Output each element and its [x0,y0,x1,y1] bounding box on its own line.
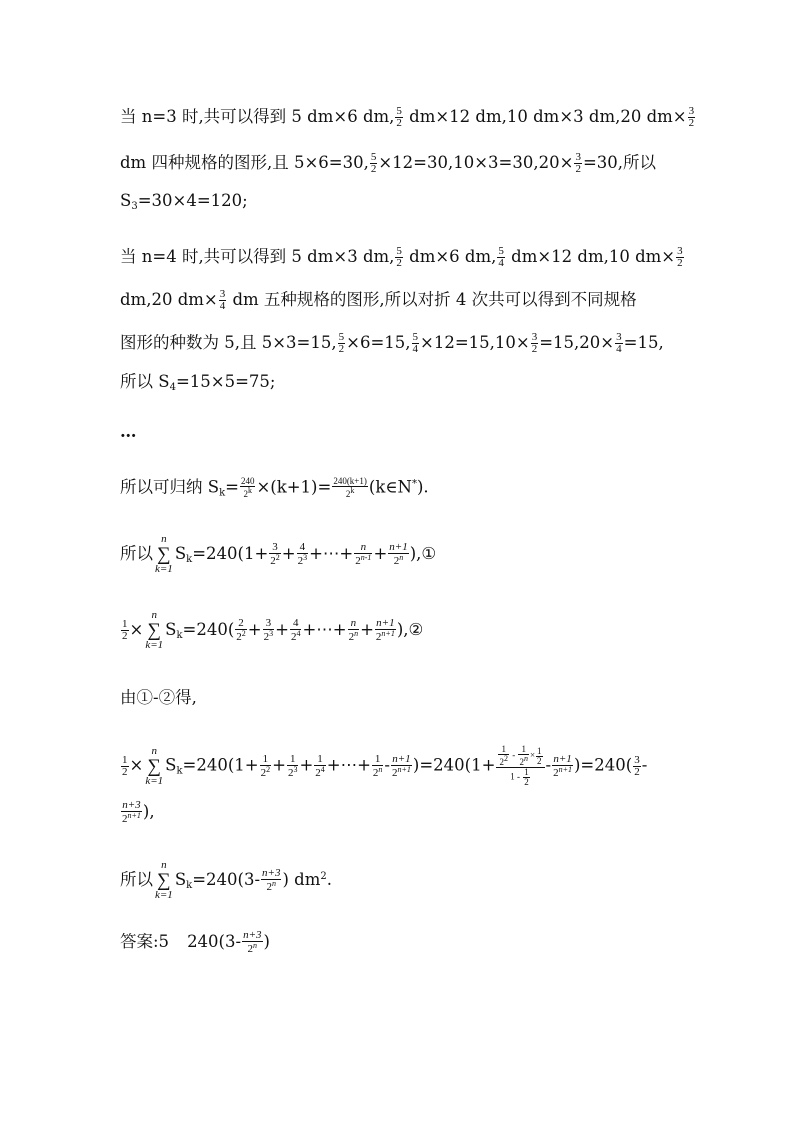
fraction: $\frac{1}{2^2}$ [260,752,271,779]
fraction: $\frac{n}{2^n}$ [348,617,359,643]
equation-3-continued: $\frac{n+3}{2^{n+1}}$ ), [122,799,155,825]
fraction: $\frac{3}{2}$ [575,151,581,175]
fraction: $\frac{3}{4}$ [219,288,226,312]
text-line: 当 n=4 时,共可以得到 5 dm×3 dm, $\frac{5}{2}$ dm×6 dm, $\frac{5}{4}$ dm×12 dm,10 dm× $\frac{3}{2}$ [120,245,683,269]
superscript: 2 [241,629,246,638]
text-line: 所以 $S_4=15\times 5=75$; [120,372,276,393]
fraction: $\frac{3}{2}$ [634,753,640,778]
fraction: $\frac{1}{2^2}$ [499,744,508,767]
subscript: k [219,487,226,499]
ellipsis: … [120,422,138,441]
fraction: $\frac{1}{2}$ [537,745,542,766]
superscript: 2 [266,764,271,774]
answer-line: 答案:5 240(3- $\frac{n+3}{2^n}$ ) [120,929,270,955]
fraction: $\frac{3}{4}$ [616,331,622,355]
superscript: n+1 [558,764,572,774]
fraction: $\frac{4}{2^3}$ [297,541,308,567]
fraction: $\frac{5}{2}$ [370,151,377,175]
superscript: 2 [320,871,327,882]
fraction: $\frac{2}{2^2}$ [236,617,246,643]
fraction: $\frac{240(k+1)}{2^k}$ [333,476,367,499]
superscript: 4 [296,629,301,638]
fraction: $\frac{5}{2}$ [396,245,402,269]
text-line: dm,20 dm× $\frac{3}{4}$ dm 五种规格的图形,所以对折 4 次共可以得到不同规格 [120,288,637,312]
fraction: $\frac{1}{2^n}$ [519,744,528,767]
fraction: $\frac{3}{2^2}$ [270,541,280,567]
fraction: $\frac{1}{2^3}$ [287,752,298,779]
superscript: n [399,553,404,562]
subscript: k [176,765,183,777]
fraction: $\frac{3}{2}$ [531,331,538,355]
subscript: 3 [131,201,138,212]
superscript: n [253,941,258,950]
sum-symbol: n ∑ k=1 [145,609,164,651]
subscript: k [186,880,193,891]
fraction: $\frac{n+3}{2^n}$ [262,867,281,893]
superscript: * [411,478,417,490]
fraction: $\frac{1}{2}$ [524,767,529,787]
fraction: $\frac{1}{2}$ [122,618,128,642]
superscript: n [354,629,359,638]
fraction: $\frac{n+1}{2^{n+1}}$ [392,752,411,779]
sum-symbol: n ∑ k=1 [145,744,164,787]
superscript: n-1 [360,553,372,562]
text-line: dm 四种规格的图形,且 5×6=30, $\frac{5}{2}$ ×12=30,10×3=30,20× $\frac{3}{2}$ =30,所以 [120,151,657,175]
superscript: 3 [269,629,274,638]
superscript: 3 [293,764,298,774]
fraction: $\frac{3}{2}$ [688,105,695,129]
fraction: $\frac{4}{2^4}$ [290,617,301,643]
superscript: n [378,764,383,774]
superscript: n+1 [397,764,411,774]
fraction: $\frac{n+1}{2^n}$ [389,541,408,567]
sum-symbol: n ∑ k=1 [155,859,173,901]
fraction: $\frac{3}{2}$ [677,245,683,269]
text-line: 所以可归纳 $S_k=$ $\frac{240}{2^k}$ ×(k+1)= $\frac{240(k+1)}{2^k}$ (k∈N*). [120,476,429,499]
fraction: $\frac{3}{2^3}$ [263,617,274,643]
subscript: k [186,554,193,565]
text-line: 图形的种数为 5,且 5×3=15, $\frac{5}{2}$ ×6=15, $\frac{5}{4}$ ×12=15,10× $\frac{3}{2}$ =15,20× $\frac{3}{4}$ =15, [120,331,664,355]
text-line: 由①-②得, [120,688,197,707]
equation-4: 所以 n ∑ k=1 $S_k=240(3-$ $\frac{n+3}{2^n}$ ) $dm^2$. [120,859,332,901]
superscript: n [272,879,276,888]
fraction: $\frac{1}{2^n}$ [372,752,383,779]
superscript: k [350,486,355,495]
equation-1: 所以 n ∑ k=1 $S_k=240(1+$ $\frac{3}{2^2}$ + $\frac{4}{2^3}$ +⋯+ $\frac{n}{2^{n-1}}$ + $\frac{n+1}{2^n}$ ),① [120,533,437,575]
superscript: 4 [320,764,325,774]
fraction: $\frac{n+3}{2^n}$ [243,929,262,955]
subscript: 4 [169,382,176,393]
superscript: 2 [275,553,280,562]
superscript: 2 [503,754,508,763]
sum-symbol: n ∑ k=1 [155,533,173,575]
equation-3: $\frac{1}{2}$ × n ∑ k=1 $S_k=240(1+$ $\frac{1}{2^2}$ + $\frac{1}{2^3}$ + $\frac{1}{2^4}$ +⋯+ $\frac{1}{2^n}$ - $\frac{n+1}{2^{n+1}}$ )=240(1+ $\frac{1}{2^2}$ - $\frac{1}{2^n}$ × $\frac{1}{2}$ 1 - $\frac{1}{2}$ - $\frac{n+1}{2^{n+1}}$ )=240( $\frac{3}{2}$ - [122,744,648,787]
subscript: k [176,630,183,641]
fraction: $\frac{n+1}{2^{n+1}}$ [553,752,572,779]
superscript: n [523,754,528,763]
fraction: $\frac{5}{2}$ [396,105,402,129]
superscript: n+1 [381,629,395,638]
fraction: $\frac{1}{2^4}$ [315,752,325,779]
complex-fraction: $\frac{1}{2^2}$ - $\frac{1}{2^n}$ × $\frac{1}{2}$ 1 - $\frac{1}{2}$ [496,745,544,787]
superscript: k [247,486,252,495]
fraction: $\frac{n}{2^{n-1}}$ [355,541,372,567]
text-line: 当 n=3 时,共可以得到 5 dm×6 dm, $\frac{5}{2}$ dm×12 dm,10 dm×3 dm,20 dm× $\frac{3}{2}$ [120,105,695,129]
fraction: $\frac{n+3}{2^{n+1}}$ [122,799,141,825]
equation-2: $\frac{1}{2}$ × n ∑ k=1 $S_k=240$( $\frac{2}{2^2}$ + $\frac{3}{2^3}$ + $\frac{4}{2^4}$ +⋯+ $\frac{n}{2^n}$ + $\frac{n+1}{2^{n+1}}$ ),② [122,609,424,651]
superscript: 3 [303,553,308,562]
fraction: $\frac{5}{4}$ [498,245,504,269]
fraction: $\frac{5}{2}$ [338,331,345,355]
fraction: $\frac{1}{2}$ [122,753,128,778]
fraction: $\frac{n+1}{2^{n+1}}$ [375,617,395,643]
text-line: $S_3=30\times 4=120$; [120,191,248,212]
fraction: $\frac{240}{2^k}$ [240,476,255,499]
fraction: $\frac{5}{4}$ [412,331,419,355]
superscript: n+1 [127,811,141,820]
